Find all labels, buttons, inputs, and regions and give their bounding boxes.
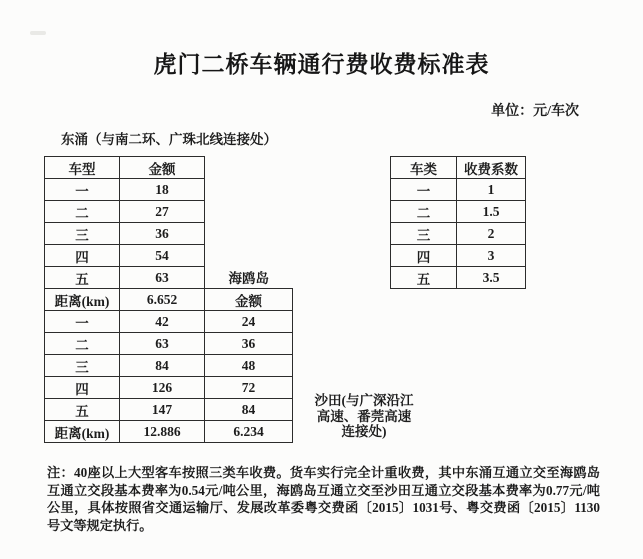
table-row: [45, 201, 293, 223]
table-row: [45, 179, 293, 201]
column-header-amount-island: 金额: [205, 289, 293, 311]
column-header-vehicle-class: 车类: [391, 157, 457, 179]
empty-cell: [205, 157, 293, 179]
distance-row: [45, 289, 293, 311]
table-row: [391, 245, 526, 267]
cell-class: 三: [45, 223, 120, 245]
empty-cell: [205, 223, 293, 245]
cell-amount: 63: [120, 333, 205, 355]
dongchong-junction-label: 东涌（与南二环、广珠北线连接处）: [61, 132, 277, 147]
cell-coefficient: 1.5: [457, 201, 526, 223]
cell-coefficient: 2: [457, 223, 526, 245]
cell-amount: 54: [120, 245, 205, 267]
empty-cell: [205, 245, 293, 267]
cell-class: 四: [45, 377, 120, 399]
cell-class: 四: [45, 245, 120, 267]
footnote: 注：40座以上大型客车按照三类车收费。货车实行完全计重收费，其中东涌互通立交至海鸥岛互通立交段基本费率为0.54元/吨公里，海鸥岛互通立交至沙田互通立交段基本费率为0.77元/吨公里，具体按照省交通运输厅、发展改革委粤交费函〔2015〕1031号、粤交费函〔2015〕1130号文等规定执行。: [47, 465, 600, 533]
table-header-row: [45, 157, 293, 179]
cell-class: 四: [391, 245, 457, 267]
table-row: [45, 355, 293, 377]
cell-class: 三: [391, 223, 457, 245]
cell-amount-island: 36: [205, 333, 293, 355]
shatian-line-3: 连接处): [341, 424, 387, 439]
table-row: [45, 245, 293, 267]
scan-artifact: [30, 31, 46, 35]
empty-cell: [205, 179, 293, 201]
cell-class: 二: [391, 201, 457, 223]
cell-amount: 63: [120, 267, 205, 289]
cell-amount: 126: [120, 377, 205, 399]
cell-amount-island: 84: [205, 399, 293, 421]
cell-distance-value: 6.652: [120, 289, 205, 311]
table-row: [45, 311, 293, 333]
cell-class: 五: [45, 399, 120, 421]
cell-amount: 36: [120, 223, 205, 245]
cell-distance-label: 距离(km): [45, 289, 120, 311]
cell-amount: 42: [120, 311, 205, 333]
page-title: 虎门二桥车辆通行费收费标准表: [153, 52, 490, 77]
cell-class: 一: [45, 179, 120, 201]
cell-amount: 147: [120, 399, 205, 421]
column-header-coefficient: 收费系数: [457, 157, 526, 179]
cell-class: 二: [45, 201, 120, 223]
cell-class: 五: [391, 267, 457, 289]
cell-class: 三: [45, 355, 120, 377]
column-header-amount: 金额: [120, 157, 205, 179]
empty-cell: [205, 201, 293, 223]
cell-class: 五: [45, 267, 120, 289]
cell-distance-value-island: 6.234: [205, 421, 293, 443]
unit-label: 单位：元/车次: [491, 104, 579, 119]
table-row: [45, 399, 293, 421]
cell-coefficient: 3.5: [457, 267, 526, 289]
cell-distance-value: 12.886: [120, 421, 205, 443]
cell-amount-island: 24: [205, 311, 293, 333]
table-row: [45, 333, 293, 355]
table-row: [45, 223, 293, 245]
shatian-line-1: 沙田(与广深沿江: [314, 393, 414, 408]
cell-amount: 27: [120, 201, 205, 223]
table-row: [391, 201, 526, 223]
cell-amount: 18: [120, 179, 205, 201]
table-row: [45, 377, 293, 399]
column-header-vehicle-type: 车型: [45, 157, 120, 179]
table-row: [391, 179, 526, 201]
dongchong-toll-table: [44, 156, 293, 443]
cell-class: 一: [45, 311, 120, 333]
cell-amount: 84: [120, 355, 205, 377]
cell-coefficient: 1: [457, 179, 526, 201]
distance-row: [45, 421, 293, 443]
cell-coefficient: 3: [457, 245, 526, 267]
cell-distance-label: 距离(km): [45, 421, 120, 443]
table-row: [45, 267, 293, 289]
table-row: [391, 267, 526, 289]
cell-amount-island: 72: [205, 377, 293, 399]
shatian-junction-label: [294, 393, 434, 440]
cell-amount-island: 48: [205, 355, 293, 377]
cell-class: 一: [391, 179, 457, 201]
cell-class: 二: [45, 333, 120, 355]
fee-coefficient-table: [390, 156, 526, 289]
haioudao-label: 海鸥岛: [228, 271, 269, 287]
shatian-line-2: 高速、番莞高速: [316, 408, 412, 424]
table-header-row: [391, 157, 526, 179]
table-row: [391, 223, 526, 245]
